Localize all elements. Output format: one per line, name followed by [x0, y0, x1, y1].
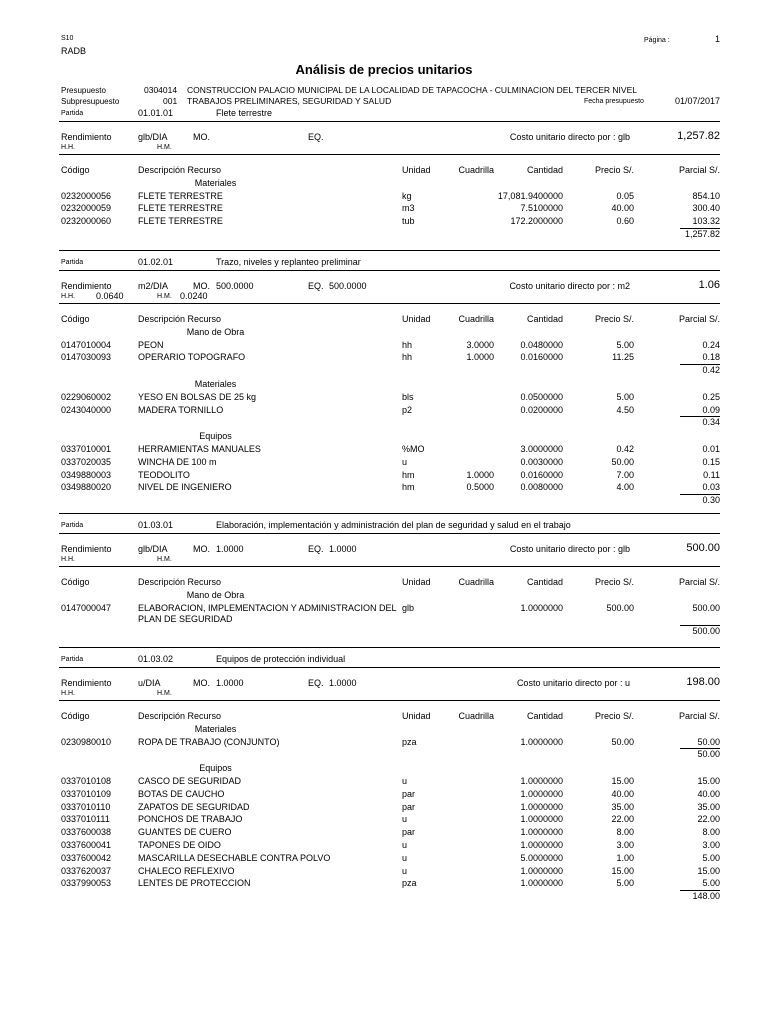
mo-value: 1.0000	[216, 678, 244, 688]
col-cuadrilla: Cuadrilla	[458, 314, 494, 324]
group-subtotal: 0.42	[702, 365, 720, 376]
hh-label: H.H.	[61, 293, 75, 300]
row-codigo: 0337010108	[61, 776, 112, 786]
row-cantidad: 1.0000000	[520, 801, 563, 812]
row-precio: 50.00	[611, 736, 634, 747]
row-cantidad: 7.5100000	[520, 203, 563, 214]
page-label: Página :	[644, 37, 670, 44]
row-precio: 35.00	[611, 801, 634, 812]
row-precio: 500.00	[606, 602, 634, 613]
row-cantidad: 1.0000000	[520, 865, 563, 876]
costo-unitario-value: 1,257.82	[677, 130, 720, 142]
fecha-presupuesto-label: Fecha presupuesto	[584, 98, 644, 105]
row-codigo: 0147030093	[61, 352, 112, 363]
row-descripcion: LENTES DE PROTECCION	[138, 878, 251, 889]
row-cuadrilla: 1.0000	[466, 352, 494, 363]
eq-label: EQ.	[308, 544, 324, 554]
partida-code: 01.02.01	[138, 257, 174, 267]
hh-value: 0.0640	[96, 291, 124, 301]
subpresupuesto-code: 001	[163, 96, 178, 106]
row-codigo: 0337600042	[61, 852, 112, 863]
costo-unitario-label: Costo unitario directo por : m2	[509, 281, 630, 291]
group-name: Mano de Obra	[186, 589, 245, 600]
row-parcial: 0.24	[702, 339, 720, 350]
rendimiento-unit: u/DIA	[138, 678, 161, 688]
row-descripcion: MASCARILLA DESECHABLE CONTRA POLVO	[138, 852, 331, 863]
col-unidad: Unidad	[402, 577, 431, 587]
group-name: Equipos	[199, 763, 232, 774]
row-cuadrilla: 0.5000	[466, 482, 494, 493]
row-codigo: 0229060002	[61, 391, 112, 402]
group-subtotal: 50.00	[697, 749, 720, 760]
row-unidad: %MO	[402, 444, 425, 454]
row-descripcion: GUANTES DE CUERO	[138, 827, 232, 838]
row-precio: 15.00	[611, 776, 634, 786]
row-codigo: 0232000060	[61, 216, 112, 227]
costo-unitario-value: 1.06	[698, 279, 720, 291]
row-parcial: 8.00	[702, 827, 720, 838]
row-codigo: 0337010109	[61, 788, 112, 799]
fecha-presupuesto-value: 01/07/2017	[674, 96, 720, 106]
mo-label: MO.	[193, 281, 210, 291]
row-descripcion: FLETE TERRESTRE	[138, 190, 223, 201]
row-descripcion: CASCO DE SEGURIDAD	[138, 776, 242, 786]
report-code: S10	[61, 35, 74, 42]
row-precio: 40.00	[611, 788, 634, 799]
row-precio: 5.00	[616, 391, 634, 402]
group-subtotal: 1,257.82	[684, 229, 720, 239]
row-cantidad: 172.2000000	[510, 216, 563, 227]
row-unidad: pza	[402, 736, 417, 747]
row-descripcion: TAPONES DE OIDO	[138, 840, 221, 850]
rendimiento-unit: glb/DIA	[138, 544, 168, 554]
rendimiento-underline	[59, 700, 720, 701]
partida-underline	[59, 667, 720, 668]
row-unidad: m3	[402, 203, 415, 214]
row-cantidad: 0.0160000	[520, 469, 563, 480]
row-parcial: 3.00	[702, 840, 720, 850]
subpresupuesto-description: TRABAJOS PRELIMINARES, SEGURIDAD Y SALUD	[187, 96, 392, 106]
col-cantidad: Cantidad	[526, 314, 563, 324]
row-unidad: u	[402, 456, 408, 467]
col-precio: Precio S/.	[594, 165, 634, 175]
row-unidad: par	[402, 788, 416, 799]
row-unidad: u	[402, 776, 408, 786]
mo-label: MO.	[193, 132, 210, 142]
row-parcial: 0.18	[702, 352, 720, 363]
row-codigo: 0147010004	[61, 339, 112, 350]
partida-separator	[59, 513, 720, 514]
row-cantidad: 1.0000000	[520, 840, 563, 850]
page-number: 1	[714, 34, 720, 44]
row-cantidad: 17,081.9400000	[497, 190, 563, 201]
row-codigo: 0243040000	[61, 404, 112, 415]
row-parcial: 854.10	[692, 190, 720, 201]
row-cantidad: 0.0080000	[520, 482, 563, 493]
rendimiento-unit: m2/DIA	[138, 281, 169, 291]
col-descripcion: Descripción Recurso	[138, 711, 222, 721]
row-parcial: 0.25	[702, 391, 720, 402]
row-cantidad: 3.0000000	[520, 444, 563, 454]
row-parcial: 103.32	[692, 216, 720, 227]
col-parcial: Parcial S/.	[678, 577, 720, 587]
row-codigo: 0337010110	[61, 801, 111, 812]
hm-label: H.M.	[157, 556, 172, 563]
row-cantidad: 0.0030000	[520, 456, 563, 467]
row-codigo: 0232000059	[61, 203, 112, 214]
partida-underline	[59, 270, 720, 271]
row-precio: 15.00	[611, 865, 634, 876]
row-codigo: 0337990053	[61, 878, 112, 889]
row-parcial: 40.00	[697, 788, 720, 799]
row-parcial: 15.00	[697, 776, 720, 786]
col-unidad: Unidad	[402, 165, 431, 175]
page-title: Análisis de precios unitarios	[295, 62, 473, 77]
rendimiento-label: Rendimiento	[61, 544, 112, 554]
row-cantidad: 5.0000000	[520, 852, 563, 863]
hm-label: H.M.	[157, 293, 172, 300]
row-precio: 22.00	[611, 814, 634, 825]
row-parcial: 35.00	[697, 801, 720, 812]
row-parcial: 0.03	[702, 482, 720, 493]
col-precio: Precio S/.	[594, 577, 634, 587]
row-cuadrilla: 3.0000	[466, 339, 494, 350]
row-precio: 11.25	[612, 352, 634, 363]
row-unidad: u	[402, 852, 408, 863]
partida-label: Partida	[61, 522, 84, 529]
row-cuadrilla: 1.0000	[466, 469, 494, 480]
row-cantidad: 1.0000000	[520, 736, 563, 747]
col-descripcion: Descripción Recurso	[138, 577, 222, 587]
col-cantidad: Cantidad	[526, 577, 563, 587]
row-unidad: pza	[402, 878, 417, 889]
col-unidad: Unidad	[402, 314, 431, 324]
report-radb: RADB	[61, 46, 87, 56]
eq-label: EQ.	[308, 678, 324, 688]
row-parcial: 22.00	[697, 814, 720, 825]
row-unidad: kg	[402, 190, 412, 201]
group-subtotal: 0.34	[702, 417, 720, 428]
eq-value: 500.0000	[329, 281, 367, 291]
row-cantidad: 0.0160000	[520, 352, 563, 363]
hm-label: H.M.	[157, 144, 172, 151]
row-parcial: 50.00	[697, 736, 720, 747]
costo-unitario-label: Costo unitario directo por : glb	[509, 544, 630, 554]
hh-label: H.H.	[61, 144, 75, 151]
col-precio: Precio S/.	[594, 314, 634, 324]
row-parcial: 5.00	[702, 852, 720, 863]
mo-value: 500.0000	[216, 281, 254, 291]
row-unidad: glb	[402, 602, 415, 613]
costo-unitario-value: 500.00	[686, 542, 720, 554]
row-codigo: 0147000047	[61, 602, 112, 613]
subpresupuesto-label: Subpresupuesto	[61, 97, 120, 106]
costo-unitario-label: Costo unitario directo por : u	[516, 678, 630, 688]
row-precio: 0.05	[616, 190, 634, 201]
col-precio: Precio S/.	[594, 711, 634, 721]
row-codigo: 0337010111	[61, 814, 110, 825]
col-unidad: Unidad	[402, 711, 431, 721]
row-cantidad: 1.0000000	[520, 827, 563, 838]
row-parcial: 0.11	[703, 469, 720, 480]
row-cantidad: 0.0480000	[520, 339, 563, 350]
mo-label: MO.	[193, 544, 210, 554]
costo-unitario-label: Costo unitario directo por : glb	[509, 132, 630, 142]
row-unidad: p2	[402, 404, 413, 415]
rendimiento-unit: glb/DIA	[138, 132, 168, 142]
row-unidad: u	[402, 814, 408, 825]
partida-code: 01.03.01	[138, 520, 174, 530]
rendimiento-label: Rendimiento	[61, 678, 112, 688]
rendimiento-label: Rendimiento	[61, 281, 112, 291]
col-parcial: Parcial S/.	[678, 711, 720, 721]
row-descripcion: PONCHOS DE TRABAJO	[138, 814, 243, 825]
row-precio: 7.00	[616, 469, 634, 480]
row-descripcion: WINCHA DE 100 m	[138, 456, 217, 467]
row-unidad: hm	[402, 482, 415, 493]
row-descripcion: ELABORACION, IMPLEMENTACION Y ADMINISTRACION DEL	[138, 602, 397, 613]
col-descripcion: Descripción Recurso	[138, 165, 222, 175]
mo-value: 1.0000	[216, 544, 244, 554]
row-parcial: 0.15	[702, 456, 720, 467]
row-unidad: bls	[402, 391, 414, 402]
row-cantidad: 1.0000000	[520, 602, 563, 613]
rendimiento-label: Rendimiento	[61, 132, 112, 142]
partida-separator	[59, 647, 720, 648]
hh-label: H.H.	[61, 690, 75, 697]
row-precio: 40.00	[611, 203, 634, 214]
group-name: Materiales	[194, 379, 237, 389]
group-subtotal: 148.00	[692, 891, 720, 902]
row-codigo: 0337010001	[61, 444, 112, 454]
rendimiento-underline	[59, 303, 720, 304]
row-codigo: 0232000056	[61, 190, 112, 201]
eq-value: 1.0000	[329, 678, 357, 688]
col-parcial: Parcial S/.	[678, 314, 720, 324]
row-descripcion-continued: PLAN DE SEGURIDAD	[138, 613, 233, 624]
row-parcial: 0.09	[702, 404, 720, 415]
row-descripcion: TEODOLITO	[138, 469, 190, 480]
col-cuadrilla: Cuadrilla	[458, 711, 494, 721]
row-descripcion: FLETE TERRESTRE	[138, 216, 223, 227]
partida-name: Flete terrestre	[216, 108, 273, 118]
presupuesto-description: CONSTRUCCION PALACIO MUNICIPAL DE LA LOCALIDAD DE TAPACOCHA - CULMINACION DEL TERCER NIVEL	[187, 85, 637, 95]
row-descripcion: NIVEL DE INGENIERO	[138, 482, 232, 493]
partida-name: Trazo, niveles y replanteo preliminar	[216, 257, 361, 267]
presupuesto-code: 0304014	[144, 85, 178, 95]
group-name: Materiales	[194, 177, 237, 188]
col-descripcion: Descripción Recurso	[138, 314, 222, 324]
row-codigo: 0337600041	[61, 840, 112, 850]
row-unidad: u	[402, 865, 408, 876]
partida-label: Partida	[61, 259, 84, 266]
rendimiento-underline	[59, 154, 720, 155]
partida-label: Partida	[61, 110, 84, 117]
col-cantidad: Cantidad	[526, 711, 563, 721]
row-codigo: 0337600038	[61, 827, 112, 838]
row-unidad: tub	[402, 216, 415, 227]
col-cuadrilla: Cuadrilla	[458, 165, 494, 175]
row-cantidad: 0.0200000	[520, 404, 563, 415]
row-precio: 1.00	[616, 852, 634, 863]
hh-label: H.H.	[61, 556, 75, 563]
row-precio: 4.50	[616, 404, 634, 415]
row-parcial: 500.00	[692, 602, 720, 613]
row-cantidad: 0.0500000	[520, 391, 563, 402]
hm-label: H.M.	[157, 690, 172, 697]
row-descripcion: ROPA DE TRABAJO (CONJUNTO)	[138, 736, 280, 747]
row-unidad: hh	[402, 339, 413, 350]
group-name: Equipos	[199, 431, 232, 442]
partida-code: 01.01.01	[138, 108, 174, 118]
row-parcial: 0.01	[702, 444, 720, 454]
row-unidad: par	[402, 827, 416, 838]
eq-value: 1.0000	[329, 544, 357, 554]
costo-unitario-value: 198.00	[686, 676, 720, 688]
row-precio: 3.00	[616, 840, 634, 850]
row-precio: 4.00	[616, 482, 634, 493]
row-codigo: 0349880020	[61, 482, 112, 493]
row-descripcion: OPERARIO TOPOGRAFO	[138, 352, 246, 363]
row-precio: 8.00	[616, 827, 634, 838]
col-codigo: Código	[61, 711, 90, 721]
presupuesto-label: Presupuesto	[61, 86, 106, 95]
row-unidad: par	[402, 801, 416, 812]
row-precio: 0.60	[616, 216, 634, 227]
row-unidad: u	[402, 840, 408, 850]
row-codigo: 0230980010	[61, 736, 112, 747]
row-precio: 5.00	[616, 878, 634, 889]
row-descripcion: YESO EN BOLSAS DE 25 kg	[138, 391, 257, 402]
row-descripcion: MADERA TORNILLO	[138, 404, 224, 415]
group-name: Mano de Obra	[186, 326, 245, 337]
col-codigo: Código	[61, 577, 90, 587]
row-codigo: 0337020035	[61, 456, 112, 467]
row-parcial: 300.40	[692, 203, 720, 214]
eq-label: EQ.	[308, 281, 324, 291]
row-unidad: hh	[402, 352, 413, 363]
partida-name: Equipos de protección individual	[216, 654, 346, 664]
col-codigo: Código	[61, 314, 90, 324]
partida-name: Elaboración, implementación y administración del plan de seguridad y salud en el trabajo	[216, 520, 571, 530]
row-descripcion: PEON	[138, 339, 164, 350]
col-cuadrilla: Cuadrilla	[458, 577, 494, 587]
row-cantidad: 1.0000000	[520, 878, 563, 889]
col-codigo: Código	[61, 165, 90, 175]
row-descripcion: BOTAS DE CAUCHO	[138, 788, 225, 799]
row-precio: 0.42	[616, 444, 634, 454]
partida-underline	[59, 533, 720, 534]
group-name: Materiales	[194, 723, 237, 734]
eq-label: EQ.	[308, 132, 324, 142]
group-subtotal: 500.00	[692, 626, 720, 637]
mo-label: MO.	[193, 678, 210, 688]
rendimiento-underline	[59, 566, 720, 567]
row-descripcion: ZAPATOS DE SEGURIDAD	[138, 801, 250, 812]
partida-code: 01.03.02	[138, 654, 174, 664]
row-precio: 5.00	[616, 339, 634, 350]
row-codigo: 0337620037	[61, 865, 112, 876]
row-parcial: 5.00	[702, 878, 720, 889]
partida-label: Partida	[61, 656, 84, 663]
col-cantidad: Cantidad	[526, 165, 563, 175]
row-parcial: 15.00	[697, 865, 720, 876]
row-descripcion: HERRAMIENTAS MANUALES	[138, 444, 261, 454]
partida-separator	[59, 250, 720, 251]
hm-value: 0.0240	[180, 291, 208, 301]
row-cantidad: 1.0000000	[520, 814, 563, 825]
row-descripcion: CHALECO REFLEXIVO	[138, 865, 235, 876]
row-cantidad: 1.0000000	[520, 776, 563, 786]
row-precio: 50.00	[611, 456, 634, 467]
row-codigo: 0349880003	[61, 469, 112, 480]
row-descripcion: FLETE TERRESTRE	[138, 203, 223, 214]
row-cantidad: 1.0000000	[520, 788, 563, 799]
col-parcial: Parcial S/.	[678, 165, 720, 175]
group-subtotal: 0.30	[702, 495, 720, 506]
row-unidad: hm	[402, 469, 415, 480]
partida-underline	[59, 121, 720, 122]
